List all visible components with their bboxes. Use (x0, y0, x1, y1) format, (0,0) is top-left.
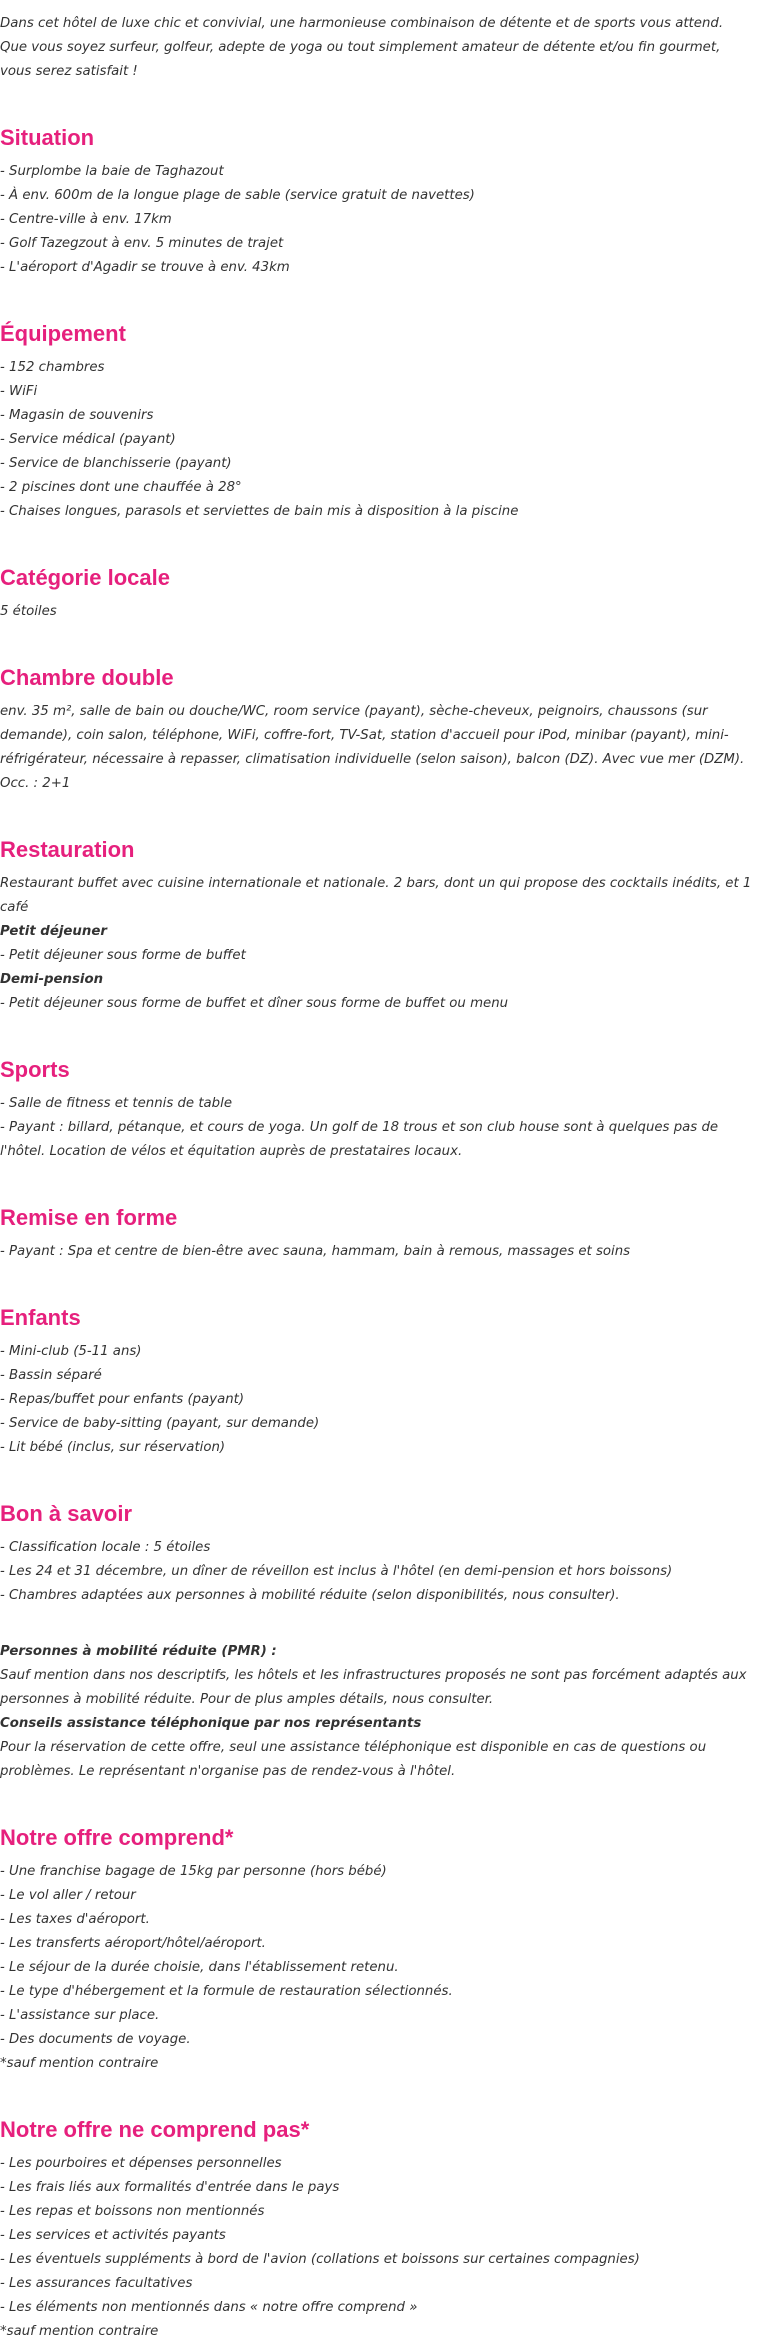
text-line: - Service de baby-sitting (payant, sur demande) (0, 1416, 320, 1431)
text-line: - L'assistance sur place. (0, 2008, 160, 2023)
text-line: - Golf Tazegzout à env. 5 minutes de trajet (0, 236, 284, 251)
text-line: - Petit déjeuner sous forme de buffet (0, 948, 246, 963)
subheading: Petit déjeuner (0, 924, 107, 939)
text-line: - WiFi (0, 384, 38, 399)
section-0 (0, 124, 758, 280)
section-title: Enfants (0, 1305, 81, 1330)
text-line: - Chambres adaptées aux personnes à mobilité réduite (selon disponibilités, nous consulter). (0, 1588, 620, 1603)
text-line: Restaurant buffet avec cuisine internationale et nationale. 2 bars, dont un qui propose des cocktails inédits, et 1 café (0, 876, 752, 915)
text-line: - L'aéroport d'Agadir se trouve à env. 43km (0, 260, 290, 275)
text-line: - Payant : Spa et centre de bien-être avec sauna, hammam, bain à remous, massages et soins (0, 1244, 631, 1259)
text-line: *sauf mention contraire (0, 2324, 159, 2339)
text-line: - Lit bébé (inclus, sur réservation) (0, 1440, 226, 1455)
text-line: - Les services et activités payants (0, 2228, 226, 2243)
text-line: - Les transferts aéroport/hôtel/aéroport. (0, 1936, 266, 1951)
text-line: - Des documents de voyage. (0, 2032, 191, 2047)
text-line: - Les repas et boissons non mentionnés (0, 2204, 265, 2219)
text-line: Pour la réservation de cette offre, seul une assistance téléphonique est disponible en cas de questions ou problèmes. Le représentant n'organise pas de rendez-vous à l'hôtel. (0, 1740, 707, 1779)
subheading: Personnes à mobilité réduite (PMR) : (0, 1644, 277, 1659)
text-line: - Salle de fitness et tennis de table (0, 1096, 232, 1111)
text-line: - Service médical (payant) (0, 432, 176, 447)
text-line: - Centre-ville à env. 17km (0, 212, 172, 227)
text-line: 5 étoiles (0, 604, 57, 619)
text-line: - Une franchise bagage de 15kg par personne (hors bébé) (0, 1864, 387, 1879)
text-line: - Surplombe la baie de Taghazout (0, 164, 224, 179)
section-6 (0, 1204, 758, 1264)
text-line: - Les pourboires et dépenses personnelles (0, 2156, 282, 2171)
sections-container (0, 124, 758, 2344)
text-line: - 152 chambres (0, 360, 105, 375)
text-line: - Repas/buffet pour enfants (payant) (0, 1392, 245, 1407)
section-title: Chambre double (0, 665, 174, 690)
text-line: - À env. 600m de la longue plage de sable (service gratuit de navettes) (0, 188, 475, 203)
section-5 (0, 1056, 758, 1164)
text-line: - Les éventuels suppléments à bord de l'avion (collations et boissons sur certaines compagnies) (0, 2252, 640, 2267)
section-7 (0, 1304, 758, 1460)
text-line: - Petit déjeuner sous forme de buffet et dîner sous forme de buffet ou menu (0, 996, 509, 1011)
section-2 (0, 564, 758, 624)
subheading: Conseils assistance téléphonique par nos représentants (0, 1716, 422, 1731)
text-line: - Les éléments non mentionnés dans « notre offre comprend » (0, 2300, 418, 2315)
section-title: Restauration (0, 837, 135, 862)
text-line: - Les taxes d'aéroport. (0, 1912, 150, 1927)
section-8 (0, 1500, 758, 1784)
section-1 (0, 320, 758, 524)
text-line: *sauf mention contraire (0, 2056, 159, 2071)
text-line: - Payant : billard, pétanque, et cours de yoga. Un golf de 18 trous et son club house sont à quelques pas de l'hôtel. Location de vélos et équitation auprès de prestataires locaux. (0, 1120, 719, 1159)
text-line: - Les frais liés aux formalités d'entrée dans le pays (0, 2180, 340, 2195)
text-line: - Le type d'hébergement et la formule de restauration sélectionnés. (0, 1984, 453, 1999)
hotel-description (0, 12, 758, 2344)
text-line: - Les 24 et 31 décembre, un dîner de réveillon est inclus à l'hôtel (en demi-pension et hors boissons) (0, 1564, 673, 1579)
text-line: Sauf mention dans nos descriptifs, les hôtels et les infrastructures proposés ne sont pas forcément adaptés aux personnes à mobilité réduite. Pour de plus amples détails, nous consulter. (0, 1668, 747, 1707)
text-line: - 2 piscines dont une chauffée à 28° (0, 480, 242, 495)
text-line: env. 35 m², salle de bain ou douche/WC, room service (payant), sèche-cheveux, peignoirs, chaussons (sur demande), coin salon, téléphone, WiFi, coffre-fort, TV-Sat, station d'accueil pour iPod, minibar (payant), mini-réfrigérateur, nécessaire à repasser, climatisation individuelle (selon saison), balcon (DZ). Avec vue mer (DZM). Occ. : 2+1 (0, 704, 745, 791)
section-title: Remise en forme (0, 1205, 178, 1230)
section-9 (0, 1824, 758, 2076)
section-3 (0, 664, 758, 796)
text-line: - Bassin séparé (0, 1368, 102, 1383)
text-line: - Classification locale : 5 étoiles (0, 1540, 211, 1555)
text-line: - Le vol aller / retour (0, 1888, 136, 1903)
section-title: Notre offre comprend* (0, 1825, 234, 1850)
text-line: - Service de blanchisserie (payant) (0, 456, 232, 471)
section-title: Sports (0, 1057, 70, 1082)
section-title: Notre offre ne comprend pas* (0, 2117, 310, 2142)
section-10 (0, 2116, 758, 2344)
section-title: Équipement (0, 321, 126, 346)
text-line: - Les assurances facultatives (0, 2276, 193, 2291)
text-line: - Mini-club (5-11 ans) (0, 1344, 142, 1359)
text-line: - Le séjour de la durée choisie, dans l'établissement retenu. (0, 1960, 399, 1975)
text-line: - Magasin de souvenirs (0, 408, 154, 423)
intro-paragraph: Dans cet hôtel de luxe chic et convivial, une harmonieuse combinaison de détente et de sports vous attend. Que vous soyez surfeur, golfeur, adepte de yoga ou tout simplement amateur de détente et/ou fin gourmet, vous serez satisfait ! (0, 16, 724, 79)
section-title: Bon à savoir (0, 1501, 133, 1526)
subheading: Demi-pension (0, 972, 104, 987)
section-title: Catégorie locale (0, 565, 170, 590)
section-title: Situation (0, 125, 95, 150)
spacer (0, 1608, 758, 1640)
section-4 (0, 836, 758, 1016)
text-line: - Chaises longues, parasols et serviettes de bain mis à disposition à la piscine (0, 504, 519, 519)
